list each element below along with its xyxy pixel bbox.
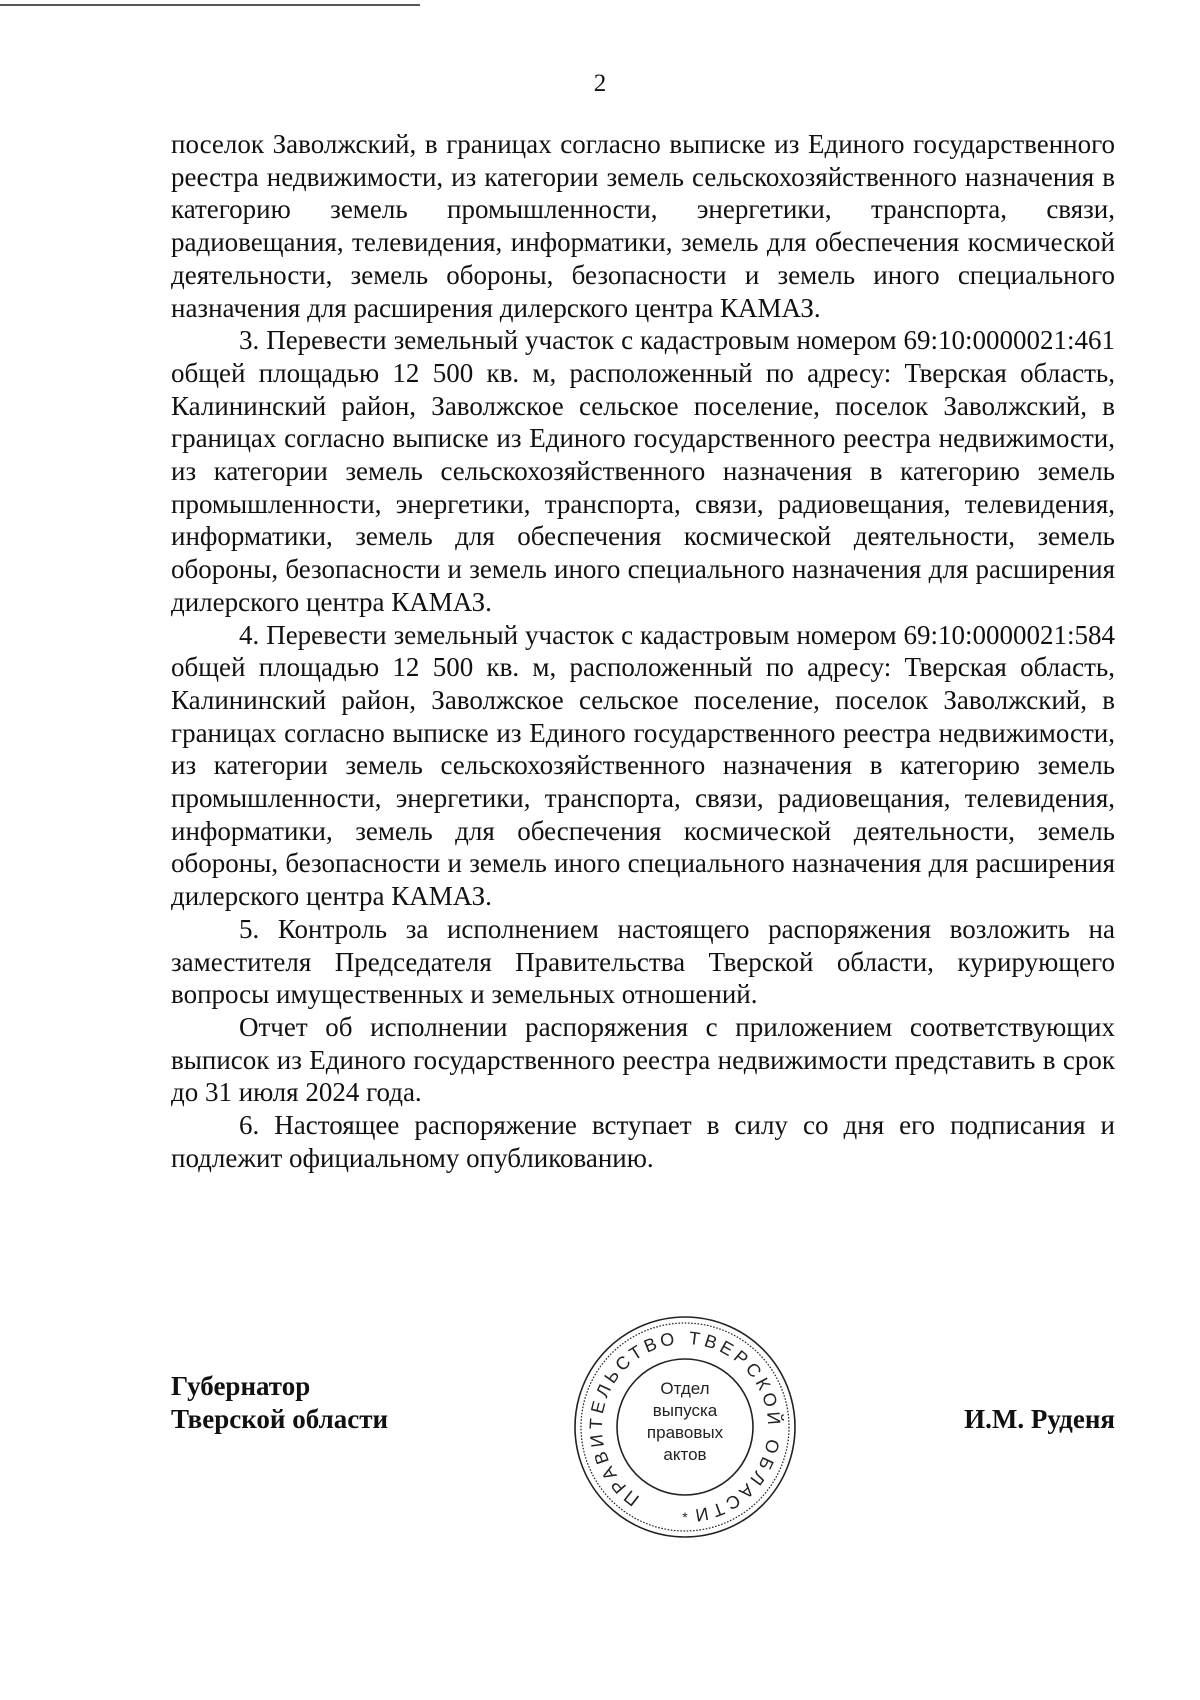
paragraph-report: Отчет об исполнении распоряжения с приложением соответствующих выписок из Единого государственного реестра недвижимости представить в срок до 31 июля 2024 года. (171, 1011, 1115, 1108)
stamp-center-line2: выпуска (652, 1401, 718, 1420)
stamp-star-icon: * (682, 1509, 688, 1525)
stamp-ring-text: ПРАВИТЕЛЬСТВО ТВЕРСКОЙ ОБЛАСТИ (585, 1327, 785, 1527)
signatory-position-line1: Губернатор (171, 1371, 311, 1401)
stamp-center-line1: Отдел (660, 1379, 710, 1398)
document-body (171, 128, 1115, 1175)
signatory-position (171, 1370, 388, 1436)
paragraph-item-5: 5. Контроль за исполнением настоящего распоряжения возложить на заместителя Председателя Правительства Тверской области, курирующего вопросы имущественных и земельных отношений. (171, 913, 1115, 1010)
signatory-position-line2: Тверской области (171, 1404, 389, 1434)
page-number: 2 (593, 70, 607, 97)
stamp-center-line3: правовых (646, 1423, 724, 1442)
paragraph-item-4: 4. Перевести земельный участок с кадастровым номером 69:10:0000021:584 общей площадью 12 500 кв. м, расположенный по адресу: Тверская область, Калининский район, Заволжское сельское поселение, поселок Заволжский, в границах согласно выписке из Единого государственного реестра недвижимости, из категории земель сельскохозяйственного назначения в категорию земель промышленности, энергетики, транспорта, связи, радиовещания, телевидения, информатики, земель для обеспечения космической деятельности, земель обороны, безопасности и земель иного специального назначения для расширения дилерского центра КАМАЗ. (171, 619, 1115, 912)
paragraph-continuation: поселок Заволжский, в границах согласно выписке из Единого государственного реестра недвижимости, из категории земель сельскохозяйственного назначения в категорию земель промышленности, энергетики, транспорта, связи, радиовещания, телевидения, информатики, земель для обеспечения космической деятельности, земель обороны, безопасности и земель иного специального назначения для расширения дилерского центра КАМАЗ. (171, 129, 1115, 323)
top-edge-rule (0, 4, 420, 6)
paragraph-item-6: 6. Настоящее распоряжение вступает в силу со дня его подписания и подлежит официальному опубликованию. (171, 1110, 1115, 1173)
stamp-center-line4: актов (663, 1445, 707, 1464)
official-stamp (570, 1312, 800, 1542)
paragraph-item-3: 3. Перевести земельный участок с кадастровым номером 69:10:0000021:461 общей площадью 12 500 кв. м, расположенный по адресу: Тверская область, Калининский район, Заволжское сельское поселение, поселок Заволжский, в границах согласно выписке из Единого государственного реестра недвижимости, из категории земель сельскохозяйственного назначения в категорию земель промышленности, энергетики, транспорта, связи, радиовещания, телевидения, информатики, земель для обеспечения космической деятельности, земель обороны, безопасности и земель иного специального назначения для расширения дилерского центра КАМАЗ. (171, 325, 1115, 617)
signatory-name: И.М. Руденя (964, 1404, 1115, 1434)
